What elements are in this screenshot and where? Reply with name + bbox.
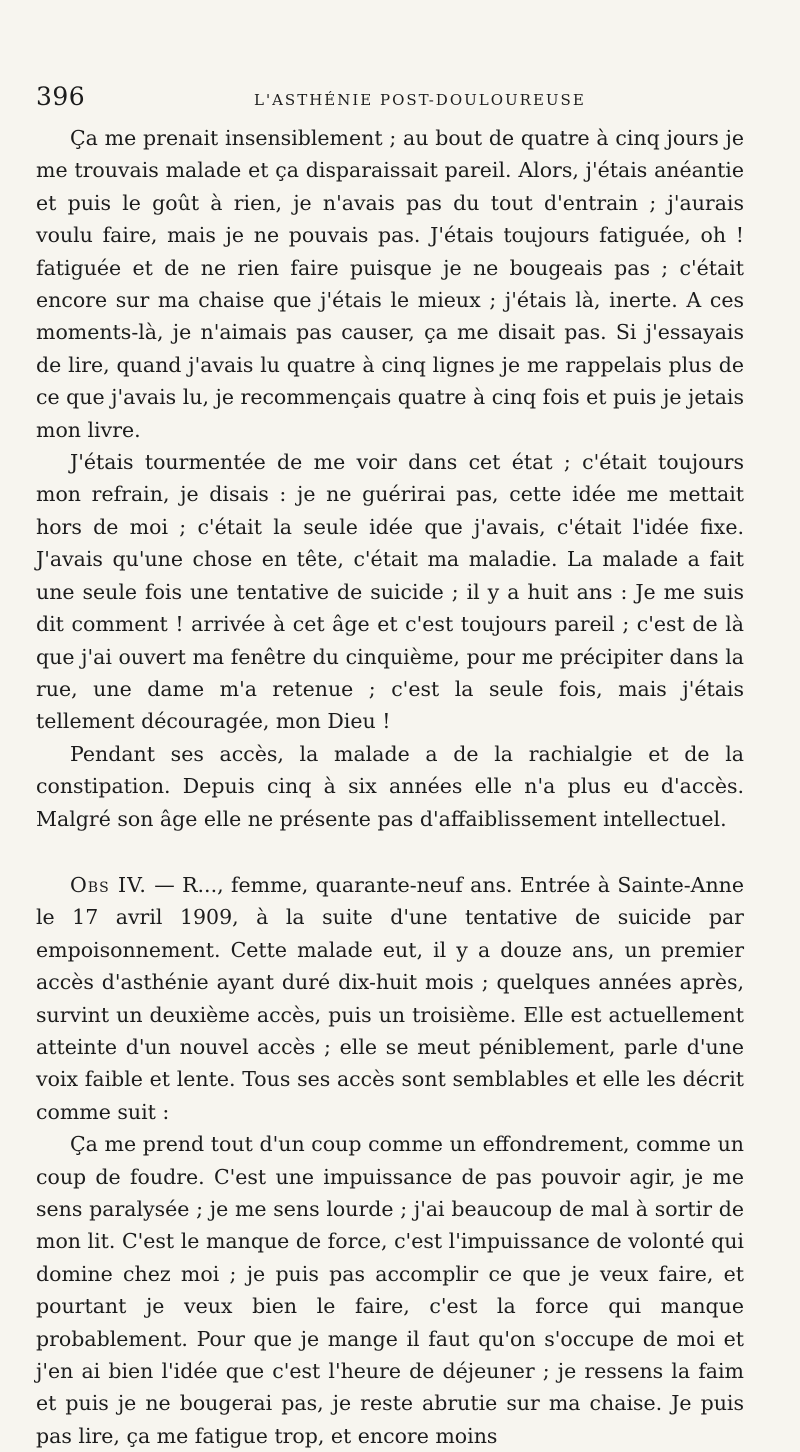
page-header bbox=[36, 82, 752, 116]
paragraph: J'étais tourmentée de me voir dans cet état ; c'était toujours mon refrain, je disais : je ne guérirai pas, cette idée me mettait hors de moi ; c'était la seule idée que j'avais, c'était l'idée fixe. J'avais qu'une chose en tête, c'était ma maladie. La malade a fait une seule fois une tentative de suicide ; il y a huit ans : Je me suis dit comment ! arrivée à cet âge et c'est toujours pareil ; c'est de là que j'ai ouvert ma fenêtre du cinquième, pour me précipiter dans la rue, une dame m'a retenue ; c'est la seule fois, mais j'étais tellement découragée, mon Dieu ! bbox=[36, 450, 744, 734]
page-number: 396 bbox=[36, 82, 86, 111]
observation-paragraph bbox=[36, 869, 744, 1128]
paragraph: Ça me prend tout d'un coup comme un effondrement, comme un coup de foudre. C'est une impuissance de pas pouvoir agir, je me sens paralysée ; je me sens lourde ; j'ai beaucoup de mal à sortir de mon lit. C'est le manque de force, c'est l'impuissance de volonté qui domine chez moi ; je puis pas accomplir ce que je veux faire, et pourtant je veux bien le faire, c'est la force qui manque probablement. Pour que je mange il faut qu'on s'occupe de moi et j'en ai bien l'idée que c'est l'heure de déjeuner ; je ressens la faim et puis je ne bougerai pas, je reste abrutie sur ma chaise. Je puis pas lire, ça me fatigue trop, et encore moins bbox=[36, 1132, 744, 1448]
running-title: L'ASTHÉNIE POST-DOULOUREUSE bbox=[254, 91, 586, 109]
observation-text: — R..., femme, quarante-neuf ans. Entrée à Sainte-Anne le 17 avril 1909, à la suite d'une tentative de suicide par empoisonnement. Cette malade eut, il y a douze ans, un premier accès d'asthénie ayant duré dix-huit mois ; quelques années après, survint un deuxième accès, puis un troisième. Elle est actuellement atteinte d'un nouvel accès ; elle se meut péniblement, parle d'une voix faible et lente. Tous ses accès sont semblables et elle les décrit comme suit : bbox=[36, 872, 744, 1124]
observation-label: Obs IV. bbox=[70, 872, 147, 897]
body-text bbox=[36, 122, 744, 1452]
section-gap bbox=[36, 835, 744, 869]
paragraph: Pendant ses accès, la malade a de la rachialgie et de la constipation. Depuis cinq à six années elle n'a plus eu d'accès. Malgré son âge elle ne présente pas d'affaiblissement intellectuel. bbox=[36, 741, 744, 831]
paragraph: Ça me prenait insensiblement ; au bout de quatre à cinq jours je me trouvais malade et ça disparaissait pareil. Alors, j'étais anéantie et puis le goût à rien, je n'avais pas du tout d'entrain ; j'aurais voulu faire, mais je ne pouvais pas. J'étais toujours fatiguée, oh ! fatiguée et de ne rien faire puisque je ne bougeais pas ; c'était encore sur ma chaise que j'étais le mieux ; j'étais là, inerte. A ces moments-là, je n'aimais pas causer, ça me disait pas. Si j'essayais de lire, quand j'avais lu quatre à cinq lignes je me rappelais plus de ce que j'avais lu, je recommençais quatre à cinq fois et puis je jetais mon livre. bbox=[36, 126, 744, 442]
